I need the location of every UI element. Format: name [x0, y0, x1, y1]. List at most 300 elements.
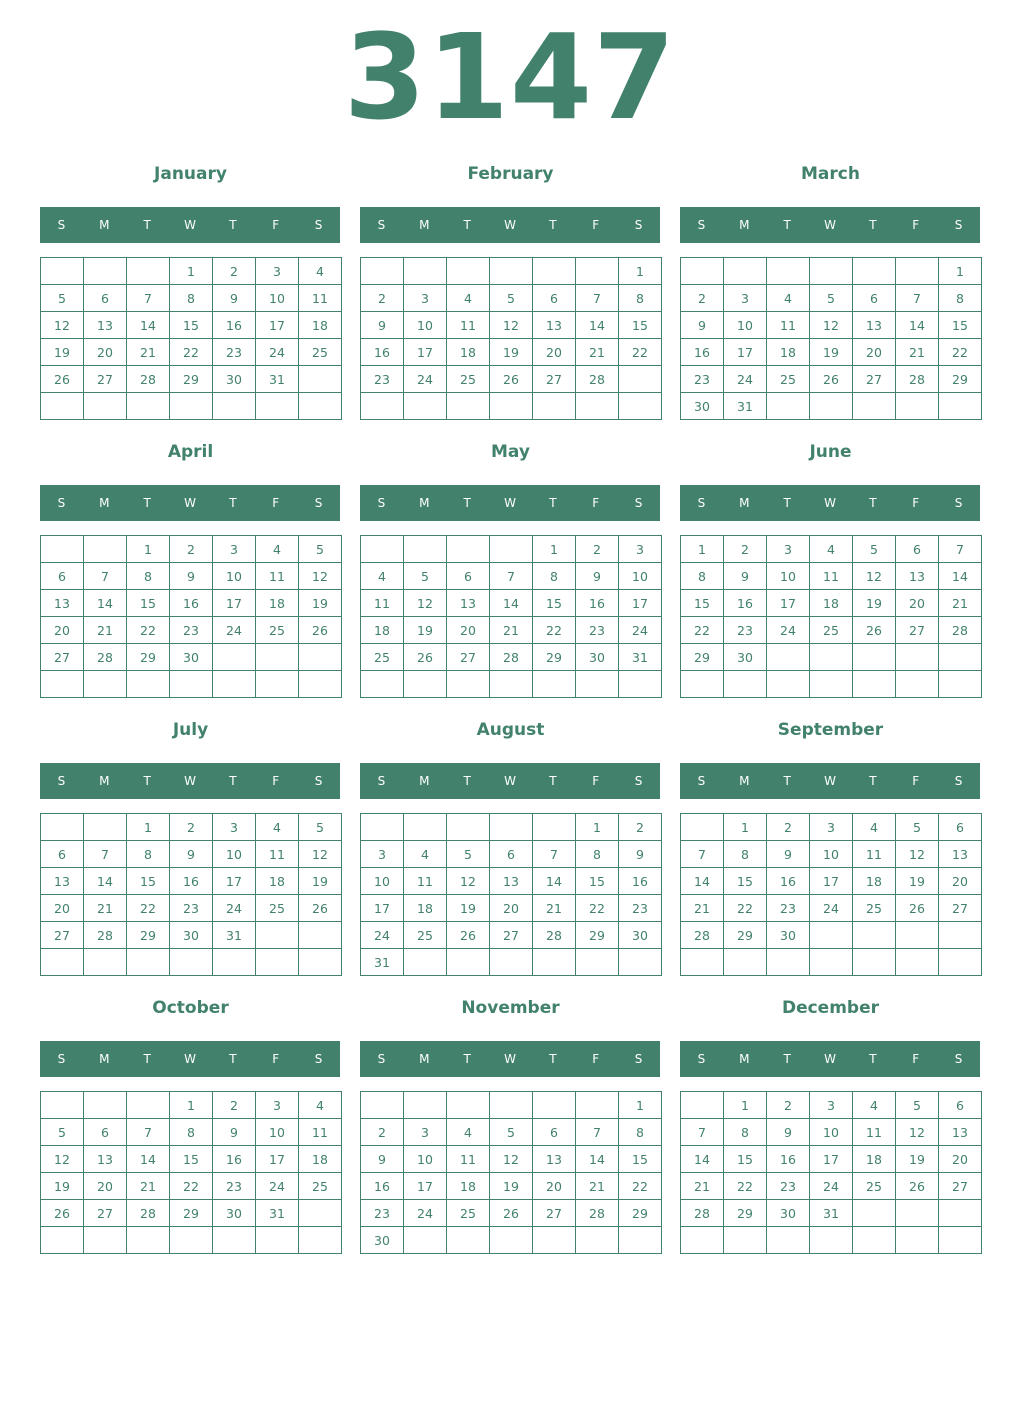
weekday-label: S	[954, 1052, 963, 1066]
week-row	[681, 1119, 982, 1146]
day-cell: 4	[810, 536, 853, 563]
weekday-label: S	[377, 774, 386, 788]
empty-day-cell	[404, 258, 447, 285]
empty-day-cell	[767, 393, 810, 420]
weekday-label: W	[184, 218, 196, 232]
day-cell: 7	[681, 1119, 724, 1146]
day-cell: 15	[939, 312, 982, 339]
weekday-label: F	[592, 218, 600, 232]
day-cell: 8	[170, 285, 213, 312]
empty-day-cell	[490, 949, 533, 976]
empty-day-cell	[127, 671, 170, 698]
day-cell: 9	[619, 841, 662, 868]
weekday-label: T	[229, 218, 237, 232]
day-cell: 18	[853, 868, 896, 895]
weekday-header	[680, 207, 980, 243]
day-cell: 3	[404, 1119, 447, 1146]
week-row	[681, 339, 982, 366]
weekday-label: S	[57, 774, 66, 788]
weekday-header	[360, 763, 660, 799]
day-cell: 13	[533, 312, 576, 339]
week-row	[681, 536, 982, 563]
day-cell: 9	[767, 841, 810, 868]
day-cell: 3	[724, 285, 767, 312]
weekday-label: F	[592, 496, 600, 510]
weekday-label: M	[99, 496, 110, 510]
day-cell: 14	[896, 312, 939, 339]
day-cell: 18	[256, 590, 299, 617]
day-cell: 26	[299, 895, 342, 922]
empty-day-cell	[256, 922, 299, 949]
empty-day-cell	[361, 671, 404, 698]
empty-day-cell	[767, 258, 810, 285]
day-cell: 4	[767, 285, 810, 312]
day-cell: 14	[127, 1146, 170, 1173]
empty-day-cell	[681, 814, 724, 841]
weekday-label: F	[272, 774, 280, 788]
day-cell: 22	[127, 895, 170, 922]
weekday-label: W	[824, 496, 836, 510]
day-cell: 13	[41, 868, 84, 895]
day-cell: 1	[619, 258, 662, 285]
empty-day-cell	[127, 393, 170, 420]
weekday-label: S	[377, 496, 386, 510]
day-cell: 20	[939, 868, 982, 895]
day-cell: 4	[853, 1092, 896, 1119]
day-cell: 26	[490, 366, 533, 393]
week-row	[361, 1092, 662, 1119]
empty-day-cell	[853, 949, 896, 976]
day-cell: 14	[533, 868, 576, 895]
empty-day-cell	[939, 1200, 982, 1227]
weekday-header	[40, 485, 340, 521]
empty-day-cell	[490, 258, 533, 285]
weekday-label: W	[824, 774, 836, 788]
weekday-label: M	[739, 218, 750, 232]
month-name: October	[152, 998, 229, 1018]
day-cell: 29	[724, 922, 767, 949]
day-cell: 13	[84, 1146, 127, 1173]
day-cell: 14	[939, 563, 982, 590]
day-cell: 3	[361, 841, 404, 868]
day-cell: 28	[576, 366, 619, 393]
weekday-label: S	[314, 496, 323, 510]
week-row	[361, 617, 662, 644]
day-cell: 3	[767, 536, 810, 563]
day-cell: 6	[84, 1119, 127, 1146]
day-cell: 23	[361, 366, 404, 393]
day-cell: 5	[299, 814, 342, 841]
day-cell: 5	[41, 285, 84, 312]
week-row	[41, 590, 342, 617]
empty-day-cell	[939, 671, 982, 698]
empty-day-cell	[896, 922, 939, 949]
day-cell: 19	[490, 1173, 533, 1200]
day-cell: 29	[576, 922, 619, 949]
day-cell: 20	[41, 895, 84, 922]
weekday-label: T	[229, 1052, 237, 1066]
week-row	[41, 814, 342, 841]
day-cell: 11	[853, 1119, 896, 1146]
week-row	[41, 617, 342, 644]
day-cell: 1	[681, 536, 724, 563]
week-row	[41, 1200, 342, 1227]
day-grid	[40, 813, 342, 976]
empty-day-cell	[84, 1227, 127, 1254]
empty-day-cell	[896, 258, 939, 285]
weekday-label: T	[463, 218, 471, 232]
day-cell: 12	[853, 563, 896, 590]
week-row	[681, 285, 982, 312]
day-cell: 8	[724, 841, 767, 868]
day-cell: 11	[299, 1119, 342, 1146]
day-cell: 21	[84, 617, 127, 644]
day-cell: 10	[404, 312, 447, 339]
weekday-label: F	[912, 774, 920, 788]
weekday-label: S	[697, 496, 706, 510]
day-cell: 9	[170, 841, 213, 868]
weekday-label: T	[549, 496, 557, 510]
week-row	[681, 949, 982, 976]
weekday-label: M	[419, 1052, 430, 1066]
empty-day-cell	[853, 258, 896, 285]
day-cell: 15	[724, 868, 767, 895]
day-cell: 13	[939, 841, 982, 868]
weekday-label: S	[634, 496, 643, 510]
day-cell: 24	[810, 1173, 853, 1200]
empty-day-cell	[576, 1092, 619, 1119]
day-cell: 24	[404, 366, 447, 393]
day-cell: 25	[447, 1200, 490, 1227]
empty-day-cell	[447, 536, 490, 563]
day-cell: 14	[681, 868, 724, 895]
day-cell: 8	[127, 841, 170, 868]
day-cell: 20	[84, 1173, 127, 1200]
week-row	[361, 536, 662, 563]
empty-day-cell	[84, 393, 127, 420]
day-cell: 21	[896, 339, 939, 366]
day-cell: 17	[810, 868, 853, 895]
day-cell: 4	[256, 536, 299, 563]
weekday-label: T	[869, 774, 877, 788]
day-cell: 3	[810, 1092, 853, 1119]
empty-day-cell	[939, 922, 982, 949]
weekday-label: T	[783, 1052, 791, 1066]
empty-day-cell	[361, 393, 404, 420]
day-cell: 5	[896, 1092, 939, 1119]
week-row	[41, 563, 342, 590]
weekday-label: W	[184, 496, 196, 510]
day-cell: 16	[170, 590, 213, 617]
weekday-label: S	[634, 218, 643, 232]
week-row	[681, 671, 982, 698]
week-row	[681, 393, 982, 420]
empty-day-cell	[361, 814, 404, 841]
day-cell: 17	[619, 590, 662, 617]
day-cell: 25	[447, 366, 490, 393]
week-row	[361, 814, 662, 841]
day-cell: 2	[170, 536, 213, 563]
weekday-label: T	[549, 774, 557, 788]
day-cell: 18	[299, 312, 342, 339]
empty-day-cell	[404, 949, 447, 976]
empty-day-cell	[447, 1092, 490, 1119]
day-cell: 11	[447, 1146, 490, 1173]
day-grid	[40, 257, 342, 420]
week-row	[681, 1227, 982, 1254]
day-cell: 18	[767, 339, 810, 366]
day-cell: 17	[213, 590, 256, 617]
day-cell: 21	[490, 617, 533, 644]
day-cell: 21	[939, 590, 982, 617]
day-cell: 31	[810, 1200, 853, 1227]
day-cell: 14	[127, 312, 170, 339]
day-cell: 14	[576, 312, 619, 339]
empty-day-cell	[939, 1227, 982, 1254]
empty-day-cell	[853, 922, 896, 949]
week-row	[361, 393, 662, 420]
empty-day-cell	[896, 671, 939, 698]
weekday-label: S	[57, 1052, 66, 1066]
empty-day-cell	[681, 1227, 724, 1254]
empty-day-cell	[447, 258, 490, 285]
day-cell: 5	[810, 285, 853, 312]
day-cell: 30	[213, 366, 256, 393]
empty-day-cell	[84, 949, 127, 976]
day-cell: 19	[447, 895, 490, 922]
day-cell: 13	[84, 312, 127, 339]
empty-day-cell	[490, 814, 533, 841]
day-grid	[40, 1091, 342, 1254]
week-row	[41, 671, 342, 698]
day-cell: 10	[810, 841, 853, 868]
day-cell: 18	[299, 1146, 342, 1173]
day-cell: 26	[896, 1173, 939, 1200]
empty-day-cell	[256, 393, 299, 420]
day-cell: 20	[84, 339, 127, 366]
day-cell: 24	[213, 617, 256, 644]
day-cell: 7	[533, 841, 576, 868]
week-row	[681, 841, 982, 868]
day-cell: 17	[361, 895, 404, 922]
day-cell: 1	[939, 258, 982, 285]
day-cell: 12	[41, 312, 84, 339]
weekday-label: M	[99, 774, 110, 788]
empty-day-cell	[41, 393, 84, 420]
day-cell: 21	[127, 339, 170, 366]
empty-day-cell	[681, 949, 724, 976]
day-cell: 26	[404, 644, 447, 671]
week-row	[681, 644, 982, 671]
day-cell: 16	[724, 590, 767, 617]
week-row	[361, 841, 662, 868]
day-cell: 25	[853, 895, 896, 922]
day-cell: 5	[447, 841, 490, 868]
day-cell: 5	[299, 536, 342, 563]
day-cell: 27	[939, 895, 982, 922]
empty-day-cell	[299, 1200, 342, 1227]
empty-day-cell	[299, 1227, 342, 1254]
empty-day-cell	[447, 671, 490, 698]
week-row	[41, 393, 342, 420]
day-cell: 10	[256, 1119, 299, 1146]
empty-day-cell	[127, 258, 170, 285]
week-row	[41, 644, 342, 671]
day-cell: 4	[853, 814, 896, 841]
empty-day-cell	[619, 1227, 662, 1254]
day-cell: 18	[853, 1146, 896, 1173]
day-cell: 19	[490, 339, 533, 366]
empty-day-cell	[939, 393, 982, 420]
week-row	[361, 922, 662, 949]
day-cell: 18	[810, 590, 853, 617]
weekday-label: M	[419, 218, 430, 232]
weekday-label: F	[912, 218, 920, 232]
day-cell: 7	[127, 285, 170, 312]
weekday-label: M	[419, 496, 430, 510]
day-cell: 24	[404, 1200, 447, 1227]
day-cell: 17	[404, 339, 447, 366]
day-cell: 23	[767, 895, 810, 922]
day-grid	[680, 813, 982, 976]
day-cell: 23	[724, 617, 767, 644]
day-cell: 18	[447, 339, 490, 366]
day-cell: 29	[724, 1200, 767, 1227]
empty-day-cell	[810, 922, 853, 949]
day-grid	[360, 535, 662, 698]
day-cell: 6	[896, 536, 939, 563]
day-cell: 2	[361, 1119, 404, 1146]
day-cell: 9	[170, 563, 213, 590]
empty-day-cell	[404, 814, 447, 841]
day-cell: 29	[170, 1200, 213, 1227]
week-row	[681, 563, 982, 590]
day-cell: 23	[576, 617, 619, 644]
empty-day-cell	[490, 1092, 533, 1119]
empty-day-cell	[619, 949, 662, 976]
weekday-label: W	[504, 218, 516, 232]
empty-day-cell	[213, 1227, 256, 1254]
day-cell: 4	[361, 563, 404, 590]
day-cell: 14	[576, 1146, 619, 1173]
weekday-label: T	[869, 1052, 877, 1066]
day-cell: 1	[127, 536, 170, 563]
week-row	[361, 1227, 662, 1254]
day-cell: 28	[490, 644, 533, 671]
weekday-label: F	[592, 774, 600, 788]
day-cell: 1	[724, 814, 767, 841]
day-cell: 18	[256, 868, 299, 895]
week-row	[41, 1092, 342, 1119]
day-cell: 6	[41, 841, 84, 868]
empty-day-cell	[213, 393, 256, 420]
empty-day-cell	[170, 671, 213, 698]
weekday-label: W	[824, 1052, 836, 1066]
week-row	[41, 895, 342, 922]
empty-day-cell	[256, 644, 299, 671]
empty-day-cell	[681, 258, 724, 285]
empty-day-cell	[939, 949, 982, 976]
day-cell: 5	[490, 285, 533, 312]
day-cell: 4	[404, 841, 447, 868]
day-cell: 19	[810, 339, 853, 366]
empty-day-cell	[41, 536, 84, 563]
month-name: May	[491, 442, 530, 462]
empty-day-cell	[681, 1092, 724, 1119]
week-row	[41, 1227, 342, 1254]
day-cell: 27	[896, 617, 939, 644]
weekday-label: S	[57, 218, 66, 232]
day-cell: 29	[533, 644, 576, 671]
day-cell: 27	[41, 644, 84, 671]
day-cell: 6	[490, 841, 533, 868]
day-cell: 20	[939, 1146, 982, 1173]
day-cell: 3	[810, 814, 853, 841]
day-cell: 23	[361, 1200, 404, 1227]
day-cell: 6	[84, 285, 127, 312]
day-cell: 24	[724, 366, 767, 393]
day-cell: 21	[576, 1173, 619, 1200]
day-cell: 5	[853, 536, 896, 563]
day-cell: 15	[170, 312, 213, 339]
week-row	[361, 312, 662, 339]
day-cell: 30	[170, 922, 213, 949]
week-row	[41, 868, 342, 895]
empty-day-cell	[724, 671, 767, 698]
day-cell: 7	[681, 841, 724, 868]
day-cell: 4	[299, 1092, 342, 1119]
empty-day-cell	[447, 814, 490, 841]
day-cell: 21	[681, 1173, 724, 1200]
empty-day-cell	[170, 1227, 213, 1254]
empty-day-cell	[256, 671, 299, 698]
weekday-label: S	[954, 496, 963, 510]
day-cell: 7	[939, 536, 982, 563]
day-cell: 15	[127, 590, 170, 617]
day-cell: 6	[447, 563, 490, 590]
day-cell: 17	[724, 339, 767, 366]
day-cell: 2	[724, 536, 767, 563]
day-cell: 28	[84, 922, 127, 949]
empty-day-cell	[299, 949, 342, 976]
weekday-label: T	[869, 496, 877, 510]
day-grid	[680, 257, 982, 420]
week-row	[41, 258, 342, 285]
day-cell: 26	[447, 922, 490, 949]
empty-day-cell	[767, 671, 810, 698]
day-cell: 16	[576, 590, 619, 617]
weekday-header	[360, 207, 660, 243]
day-cell: 29	[681, 644, 724, 671]
day-cell: 10	[404, 1146, 447, 1173]
weekday-label: S	[954, 218, 963, 232]
weekday-header	[680, 763, 980, 799]
week-row	[361, 895, 662, 922]
weekday-label: T	[229, 774, 237, 788]
empty-day-cell	[127, 949, 170, 976]
week-row	[41, 1119, 342, 1146]
day-cell: 4	[299, 258, 342, 285]
day-cell: 25	[256, 617, 299, 644]
empty-day-cell	[41, 258, 84, 285]
day-cell: 10	[256, 285, 299, 312]
day-cell: 22	[681, 617, 724, 644]
empty-day-cell	[767, 1227, 810, 1254]
day-cell: 9	[724, 563, 767, 590]
day-cell: 2	[170, 814, 213, 841]
day-cell: 17	[213, 868, 256, 895]
empty-day-cell	[404, 393, 447, 420]
